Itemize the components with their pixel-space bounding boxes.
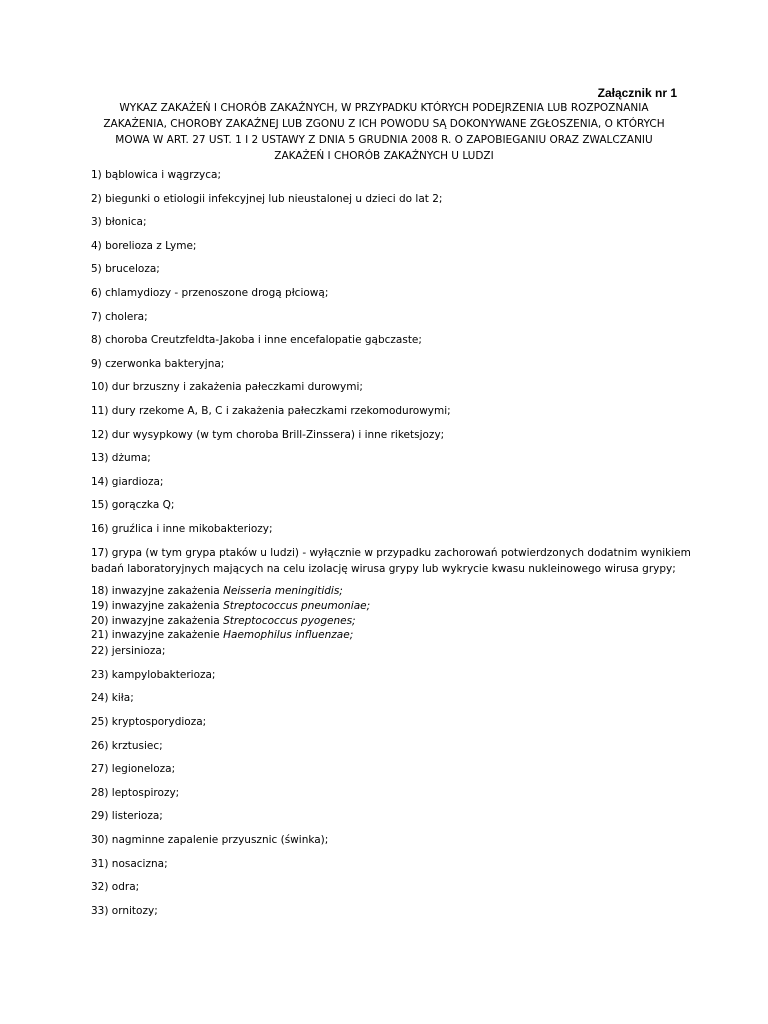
annex-label: Załącznik nr 1 xyxy=(597,86,677,100)
list-item: 8) choroba Creutzfeldta-Jakoba i inne encefalopatie gąbczaste; xyxy=(91,334,422,347)
list-item: 24) kiła; xyxy=(91,692,134,705)
list-item: 5) bruceloza; xyxy=(91,263,160,276)
list-item xyxy=(91,599,691,614)
organism-name: Streptococcus pneumoniae; xyxy=(223,599,371,612)
list-item xyxy=(91,614,691,629)
list-item: 16) gruźlica i inne mikobakteriozy; xyxy=(91,522,273,535)
item-prefix: 20) inwazyjne zakażenia xyxy=(91,614,224,627)
list-item: 6) chlamydiozy - przenoszone drogą płciową; xyxy=(91,286,329,299)
organism-name: Neisseria meningitidis; xyxy=(223,585,343,598)
list-item: 15) gorączka Q; xyxy=(91,499,175,512)
title-line: MOWA W ART. 27 UST. 1 I 2 USTAWY Z DNIA 5 GRUDNIA 2008 R. O ZAPOBIEGANIU ORAZ ZWALCZANIU xyxy=(115,134,653,146)
list-item: 7) cholera; xyxy=(91,310,148,323)
item-prefix: 18) inwazyjne zakażenia xyxy=(91,585,224,598)
list-item: 10) dur brzuszny i zakażenia pałeczkami durowymi; xyxy=(91,381,363,394)
list-item: 13) dżuma; xyxy=(91,452,151,465)
list-item: 33) ornitozy; xyxy=(91,904,158,917)
list-item xyxy=(91,584,691,599)
title-line: WYKAZ ZAKAŻEŃ I CHORÓB ZAKAŹNYCH, W PRZYPADKU KTÓRYCH PODEJRZENIA LUB ROZPOZNANIA xyxy=(119,102,649,114)
document-title xyxy=(90,100,678,164)
list-item: 11) dury rzekome A, B, C i zakażenia pałeczkami rzekomodurowymi; xyxy=(91,404,451,417)
list-item: 29) listerioza; xyxy=(91,810,163,823)
list-item: 1) bąblowica i wągrzyca; xyxy=(91,169,221,181)
list-item: 4) borelioza z Lyme; xyxy=(91,239,197,252)
list-item: 2) biegunki o etiologii infekcyjnej lub nieustalonej u dzieci do lat 2; xyxy=(91,192,443,205)
list-item: 9) czerwonka bakteryjna; xyxy=(91,357,225,370)
list-item: 30) nagminne zapalenie przyusznic (świnka); xyxy=(91,834,329,847)
list-item: 17) grypa (w tym grypa ptaków u ludzi) - wyłącznie w przypadku zachorowań potwierdzonych dodatnim wynikiem badań laboratoryjnych mających na celu izolację wirusa grypy lub wykrycie kwasu nukleinowego wirusa grypy; xyxy=(91,546,691,575)
list-item: 25) kryptosporydioza; xyxy=(91,716,207,729)
title-line: ZAKAŻENIA, CHOROBY ZAKAŹNEJ LUB ZGONU Z ICH POWODU SĄ DOKONYWANE ZGŁOSZENIA, O KTÓRYCH xyxy=(103,118,665,130)
list-item: 27) legioneloza; xyxy=(91,763,176,776)
list-item: 28) leptospirozy; xyxy=(91,786,180,799)
list-item: 23) kampylobakterioza; xyxy=(91,668,216,681)
list-item: 26) krztusiec; xyxy=(91,739,163,752)
list-item: 22) jersinioza; xyxy=(91,645,166,658)
list-item: 32) odra; xyxy=(91,881,140,894)
list-item: 14) giardioza; xyxy=(91,475,164,488)
organism-name: Streptococcus pyogenes; xyxy=(223,614,356,627)
list-item: 12) dur wysypkowy (w tym choroba Brill-Zinssera) i inne riketsjozy; xyxy=(91,428,445,441)
list-item xyxy=(91,628,691,643)
list-item: 31) nosacizna; xyxy=(91,857,168,870)
title-line: ZAKAŻEŃ I CHORÓB ZAKAŹNYCH U LUDZI xyxy=(274,150,494,162)
list-item: 3) błonica; xyxy=(91,216,147,229)
item-prefix: 21) inwazyjne zakażenie xyxy=(91,629,224,642)
organism-name: Haemophilus influenzae; xyxy=(223,629,354,642)
item-prefix: 19) inwazyjne zakażenia xyxy=(91,599,224,612)
disease-list xyxy=(91,167,691,926)
